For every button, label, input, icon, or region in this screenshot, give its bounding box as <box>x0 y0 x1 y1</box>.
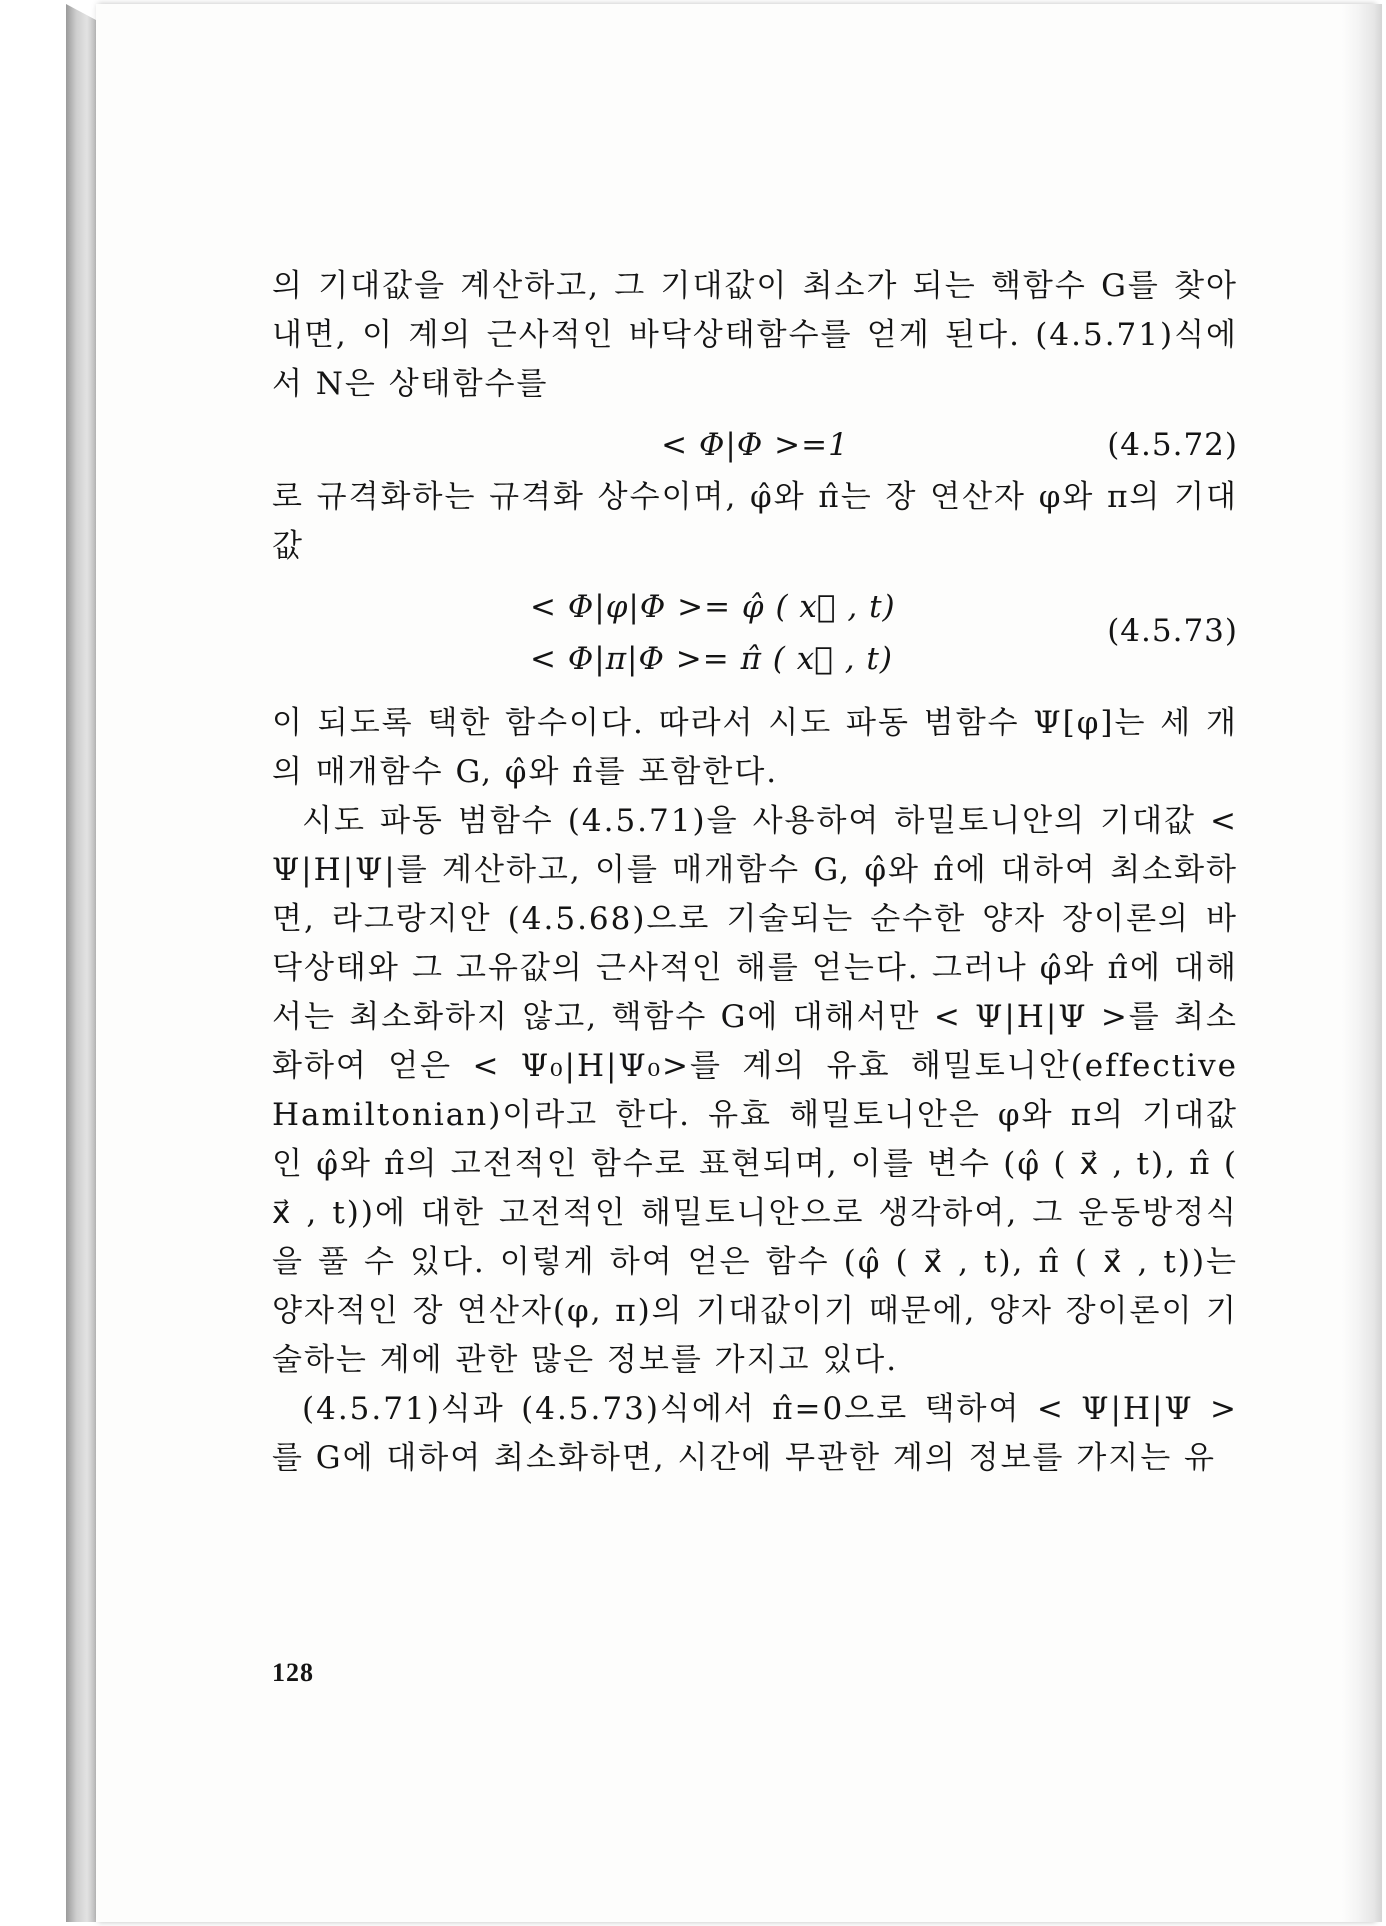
paragraph-2: 로 규격화하는 규격화 상수이며, φ̂와 π̂는 장 연산자 φ와 π의 기대값 <box>272 479 1238 564</box>
paragraph-4: 시도 파동 범함수 (4.5.71)을 사용하여 하밀토니안의 기대값 < Ψ|H|Ψ|를 계산하고, 이를 매개함수 G, φ̂와 π̂에 대하여 최소화하면, 라그랑지안 (4.5.68)으로 기술되는 순수한 양자 장이론의 바닥상태와 그 고유값의 근사적인 해를 얻는다. 그러나 φ̂와 π̂에 대해서는 최소화하지 않고, 핵함수 G에 대해서만 < Ψ|H|Ψ >를 최소화하여 얻은 < Ψ₀|H|Ψ₀>를 계의 유효 해밀토니안(effective Hamiltonian)이라고 한다. 유효 해밀토니안은 φ와 π의 기대값인 φ̂와 π̂의 고전적인 함수로 표현되며, 이를 변수 (φ̂ ( x⃗ , t), π̂ ( x⃗ , t))에 대한 고전적인 해밀토니안으로 생각하여, 그 운동방정식을 풀 수 있다. 이렇게 하여 얻은 함수 (φ̂ ( x⃗ , t), π̂ ( x⃗ , t))는 양자적인 장 연산자(φ, π)의 기대값이기 때문에, 양자 장이론이 기술하는 계에 관한 많은 정보를 가지고 있다. <box>272 803 1238 1378</box>
page-body <box>272 262 1238 1483</box>
equation-4-5-72-formula: < Φ|Φ >=1 <box>661 427 849 463</box>
equation-4-5-73a: < Φ|φ|Φ >= φ̂ ( x⃗ , t) <box>530 589 896 625</box>
equation-4-5-73 <box>272 575 1238 695</box>
equation-4-5-72 <box>272 413 1238 469</box>
page-number: 128 <box>272 1658 314 1687</box>
paragraph-1: 의 기대값을 계산하고, 그 기대값이 최소가 되는 핵함수 G를 찾아 내면, 이 계의 근사적인 바닥상태함수를 얻게 된다. (4.5.71)식에서 N은 상태함수를 <box>272 268 1238 402</box>
paragraph-5: (4.5.71)식과 (4.5.73)식에서 π̂=0으로 택하여 < Ψ|H|Ψ >를 G에 대하여 최소화하면, 시간에 무관한 계의 정보를 가지는 유 <box>272 1391 1238 1476</box>
equation-4-5-73b: < Φ|π|Φ >= π̂ ( x⃗ , t) <box>530 641 893 677</box>
equation-4-5-72-number: (4.5.72) <box>1107 427 1238 463</box>
equation-4-5-73-number: (4.5.73) <box>1107 613 1238 649</box>
book-spine <box>66 4 96 1922</box>
paragraph-3: 이 되도록 택한 함수이다. 따라서 시도 파동 범함수 Ψ[φ]는 세 개의 매개함수 G, φ̂와 π̂를 포함한다. <box>272 705 1238 790</box>
page-edge-shadow <box>1342 4 1382 1922</box>
equation-4-5-73-lines <box>530 581 896 685</box>
